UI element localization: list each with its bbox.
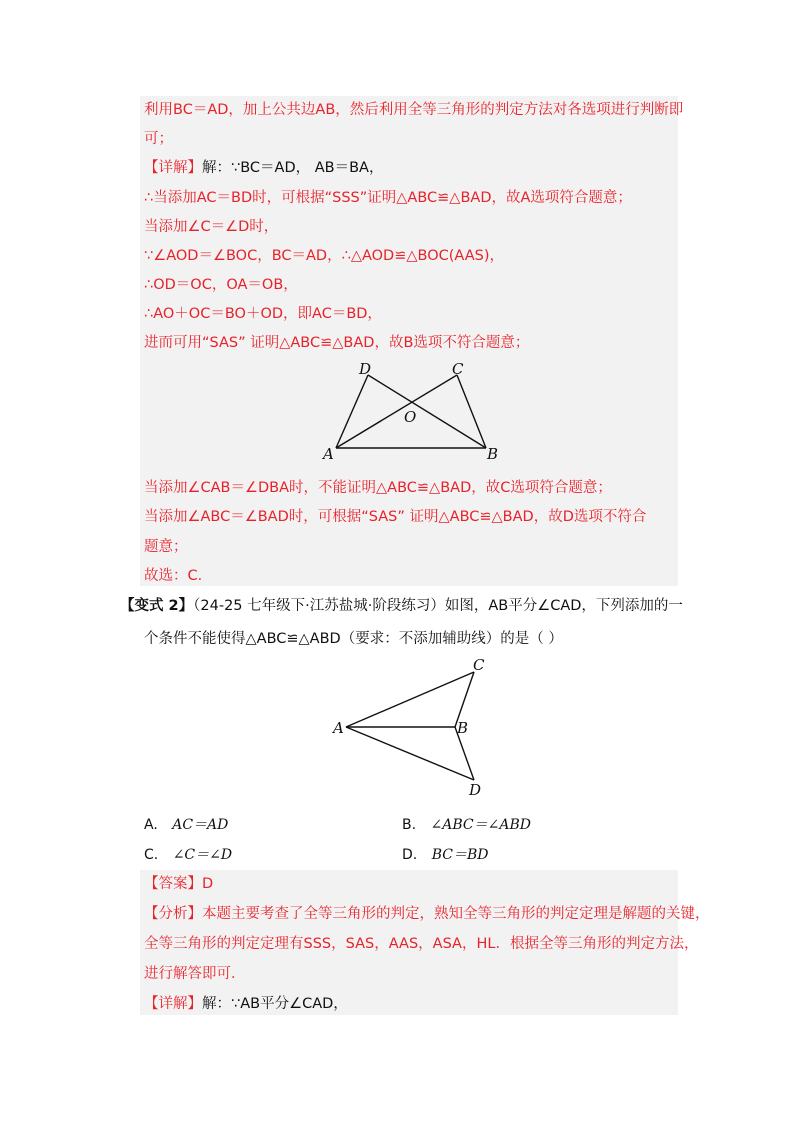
analysis-text-1: 本题主要考查了全等三角形的判定，熟知全等三角形的判定定理是解题的关键， (202, 906, 710, 922)
fig1-label-d: D (359, 360, 372, 378)
solution-line-4: ∴当添加AC＝BD时，可根据“SSS”证明△ABC≌△BAD，故A选项符合题意； (144, 190, 632, 206)
option-c-letter: C. (144, 847, 159, 863)
fig1-label-c: C (452, 360, 464, 378)
answer-line (144, 874, 213, 894)
analysis-line-3: 进行解答即可． (144, 966, 246, 982)
option-b-text: ∠ABC＝∠ABD (430, 817, 531, 833)
option-a-text: AC＝AD (172, 817, 229, 833)
option-d[interactable] (402, 844, 488, 864)
solution-line-2: 可； (144, 131, 173, 147)
solution-line-9: 进而可用“SAS” 证明△ABC≌△BAD，故B选项不符合题意； (144, 335, 530, 351)
option-b-letter: B. (402, 817, 417, 833)
solution-line-8: ∴AO＋OC＝BO＋OD，即AC＝BD， (144, 306, 382, 322)
fig2-label-c: C (473, 656, 485, 674)
option-c-text: ∠C＝∠D (172, 847, 233, 863)
solution-line-6: ∵∠AOD＝∠BOC，BC＝AD，∴△AOD≌△BOC(AAS)， (144, 248, 505, 264)
solution-line-10: 当添加∠CAB＝∠DBA时，不能证明△ABC≌△BAD，故C选项符合题意； (144, 480, 612, 496)
detail-text-2: 解：∵AB平分∠CAD， (202, 996, 348, 1012)
solution-line-5: 当添加∠C＝∠D时， (144, 219, 279, 235)
question-line-1 (120, 596, 683, 616)
solution-line-11: 当添加∠ABC＝∠BAD时，可根据“SAS” 证明△ABC≌△BAD，故D选项不符合 (144, 509, 647, 525)
detail-tag-2: 【详解】 (144, 996, 202, 1012)
detail-text: 解：∵BC＝AD， AB＝BA， (202, 160, 384, 176)
figure-2-lines (346, 672, 474, 780)
solution-line-1: 利用BC＝AD，加上公共边AB，然后利用全等三角形的判定方法对各选项进行判断即 (144, 102, 684, 118)
answer-value: D (202, 876, 214, 892)
analysis-tag: 【分析】 (144, 906, 202, 922)
answer-tag: 【答案】 (144, 876, 202, 892)
fig2-label-b: B (457, 719, 469, 737)
fig1-label-b: B (487, 445, 499, 463)
option-a-letter: A. (144, 817, 158, 833)
solution-line-7: ∴OD＝OC，OA＝OB， (144, 277, 298, 293)
question-text-1: （24-25 七年级下·江苏盐城·阶段练习）如图，AB平分∠CAD，下列添加的一 (193, 598, 683, 614)
detail-tag: 【详解】 (144, 160, 202, 176)
option-a[interactable] (144, 814, 228, 834)
detail-line-2 (144, 994, 348, 1014)
fig1-label-a: A (323, 445, 334, 463)
detail-line (144, 158, 383, 178)
figure-concave-quadrilateral (326, 652, 496, 802)
fig2-label-a: A (333, 719, 344, 737)
solution-line-12: 题意； (144, 539, 188, 555)
analysis-line-1 (144, 904, 710, 924)
fig2-label-d: D (469, 781, 482, 799)
fig1-label-o: O (404, 408, 417, 426)
question-tag: 【变式 2】 (120, 598, 194, 614)
solution-line-13: 故选：C． (144, 568, 213, 584)
question-line-2: 个条件不能使得△ABC≌△ABD（要求：不添加辅助线）的是（ ） (144, 631, 563, 647)
option-d-letter: D. (402, 847, 418, 863)
option-c[interactable] (144, 844, 232, 864)
option-b[interactable] (402, 814, 531, 834)
analysis-line-2: 全等三角形的判定定理有SSS，SAS，AAS，ASA，HL．根据全等三角形的判定方法， (144, 936, 699, 952)
option-d-text: BC＝BD (431, 847, 489, 863)
figure-quadrilateral-diagonals (320, 358, 510, 468)
